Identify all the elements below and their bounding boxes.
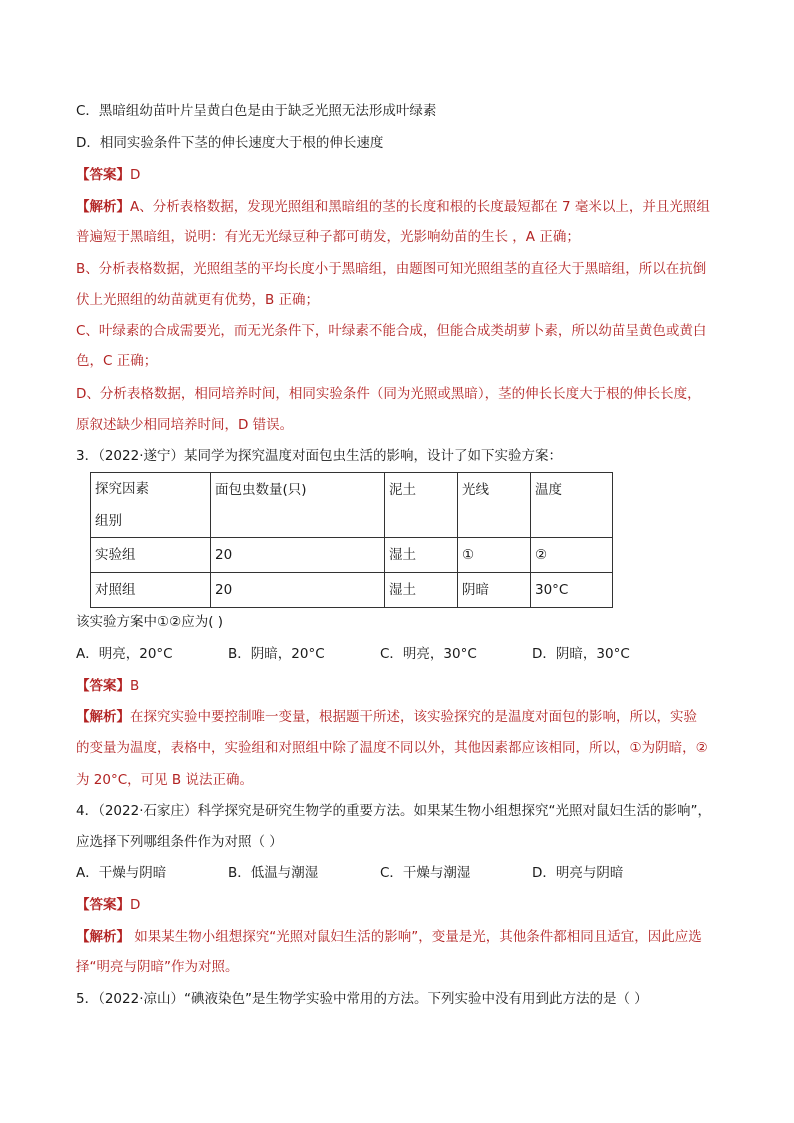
answer-value: D	[130, 897, 141, 913]
q2-analysis-line-2: 普遍短于黑暗组，说明：有光无光绿豆种子都可萌发，光影响幼苗的生长 ，A 正确；	[76, 229, 580, 245]
experiment-table	[90, 472, 613, 608]
q2-analysis-line-3: B、分析表格数据，光照组茎的平均长度小于黑暗组，由题图可知光照组茎的直径大于黑暗组，所以在抗倒	[76, 261, 707, 277]
q2-option-d: D．相同实验条件下茎的伸长速度大于根的伸长速度	[76, 135, 384, 151]
q3-analysis-line-3: 为 20°C，可见 B 说法正确。	[76, 772, 253, 788]
cell-soil: 湿土	[385, 573, 458, 608]
table-row	[91, 538, 613, 573]
header-temp: 温度	[531, 473, 613, 538]
q4-stem-line-1: 4．（2022·石家庄）科学探究是研究生物学的重要方法。如果某生物小组想探究“光照对鼠妇生活的影响”，	[76, 803, 711, 819]
q2-analysis-line-7: D、分析表格数据，相同培养时间，相同实验条件（同为光照或黑暗），茎的伸长长度大于根的伸长长度，	[76, 386, 701, 402]
q2-option-c: C．黑暗组幼苗叶片呈黄白色是由于缺乏光照无法形成叶绿素	[76, 103, 437, 119]
q2-answer	[76, 165, 726, 185]
q3-option-c: C．明亮，30°C	[380, 646, 477, 662]
cell-temp: 30°C	[531, 573, 613, 608]
cell-light: ①	[458, 538, 531, 573]
q4-option-d: D．明亮与阴暗	[532, 865, 624, 881]
cell-group: 实验组	[91, 538, 211, 573]
q2-analysis-line-8: 原叙述缺少相同培养时间，D 错误。	[76, 417, 294, 433]
analysis-tag: 【解析】	[76, 929, 130, 945]
q4-answer	[76, 895, 726, 915]
answer-tag: 【答案】	[76, 678, 130, 694]
q3-analysis-line-2: 的变量为温度，表格中，实验组和对照组中除了温度不同以外，其他因素都应该相同，所以，①为阴暗，②	[76, 740, 708, 756]
q4-option-a: A．干燥与阴暗	[76, 865, 167, 881]
answer-tag: 【答案】	[76, 897, 130, 913]
header-count: 面包虫数量(只)	[211, 473, 385, 538]
header-corner-cell: 探究因素 组别	[91, 473, 211, 538]
q4-stem-line-2: 应选择下列哪组条件作为对照（ ）	[76, 834, 283, 850]
answer-value: D	[130, 167, 141, 183]
q3-option-d: D．阴暗，30°C	[532, 646, 630, 662]
q3-question: 该实验方案中①②应为( )	[76, 614, 224, 630]
q3-answer	[76, 676, 726, 696]
q2-analysis-line-4: 伏上光照组的幼苗就更有优势，B 正确；	[76, 292, 320, 308]
analysis-tag: 【解析】	[76, 709, 130, 725]
q3-analysis-line-1: 【解析】在探究实验中要控制唯一变量，根据题干所述，该实验探究的是温度对面包的影响，所以，实验	[76, 709, 697, 725]
q2-analysis-line-5: C、叶绿素的合成需要光，而无光条件下，叶绿素不能合成，但能合成类胡萝卜素，所以幼苗呈黄色或黄白	[76, 323, 707, 339]
analysis-tag: 【解析】	[76, 199, 130, 215]
q4-options	[76, 863, 726, 883]
q4-option-b: B．低温与潮湿	[228, 865, 319, 881]
cell-temp: ②	[531, 538, 613, 573]
table-row	[91, 573, 613, 608]
cell-light: 阴暗	[458, 573, 531, 608]
q3-option-a: A．明亮，20°C	[76, 646, 173, 662]
q4-option-c: C．干燥与潮湿	[380, 865, 471, 881]
q2-analysis-line-1: 【解析】A、分析表格数据，发现光照组和黑暗组的茎的长度和根的长度最短都在 7 毫米以上，并且光照组	[76, 199, 710, 215]
q3-option-b: B．阴暗，20°C	[228, 646, 325, 662]
q4-analysis-line-2: 择“明亮与阴暗”作为对照。	[76, 959, 239, 975]
header-light: 光线	[458, 473, 531, 538]
answer-tag: 【答案】	[76, 167, 130, 183]
q5-stem: 5．（2022·凉山）“碘液染色”是生物学实验中常用的方法。下列实验中没有用到此方法的是（ ）	[76, 991, 648, 1007]
q3-options	[76, 644, 726, 664]
header-soil: 泥土	[385, 473, 458, 538]
answer-value: B	[130, 678, 140, 694]
cell-count: 20	[211, 538, 385, 573]
q2-analysis-line-6: 色，C 正确；	[76, 353, 158, 369]
cell-soil: 湿土	[385, 538, 458, 573]
q3-stem: 3．（2022·遂宁）某同学为探究温度对面包虫生活的影响，设计了如下实验方案：	[76, 448, 562, 464]
cell-group: 对照组	[91, 573, 211, 608]
q4-analysis-line-1: 【解析】 如果某生物小组想探究“光照对鼠妇生活的影响”，变量是光，其他条件都相同且适宜，因此应选	[76, 929, 702, 945]
table-header-row	[91, 473, 613, 538]
cell-count: 20	[211, 573, 385, 608]
